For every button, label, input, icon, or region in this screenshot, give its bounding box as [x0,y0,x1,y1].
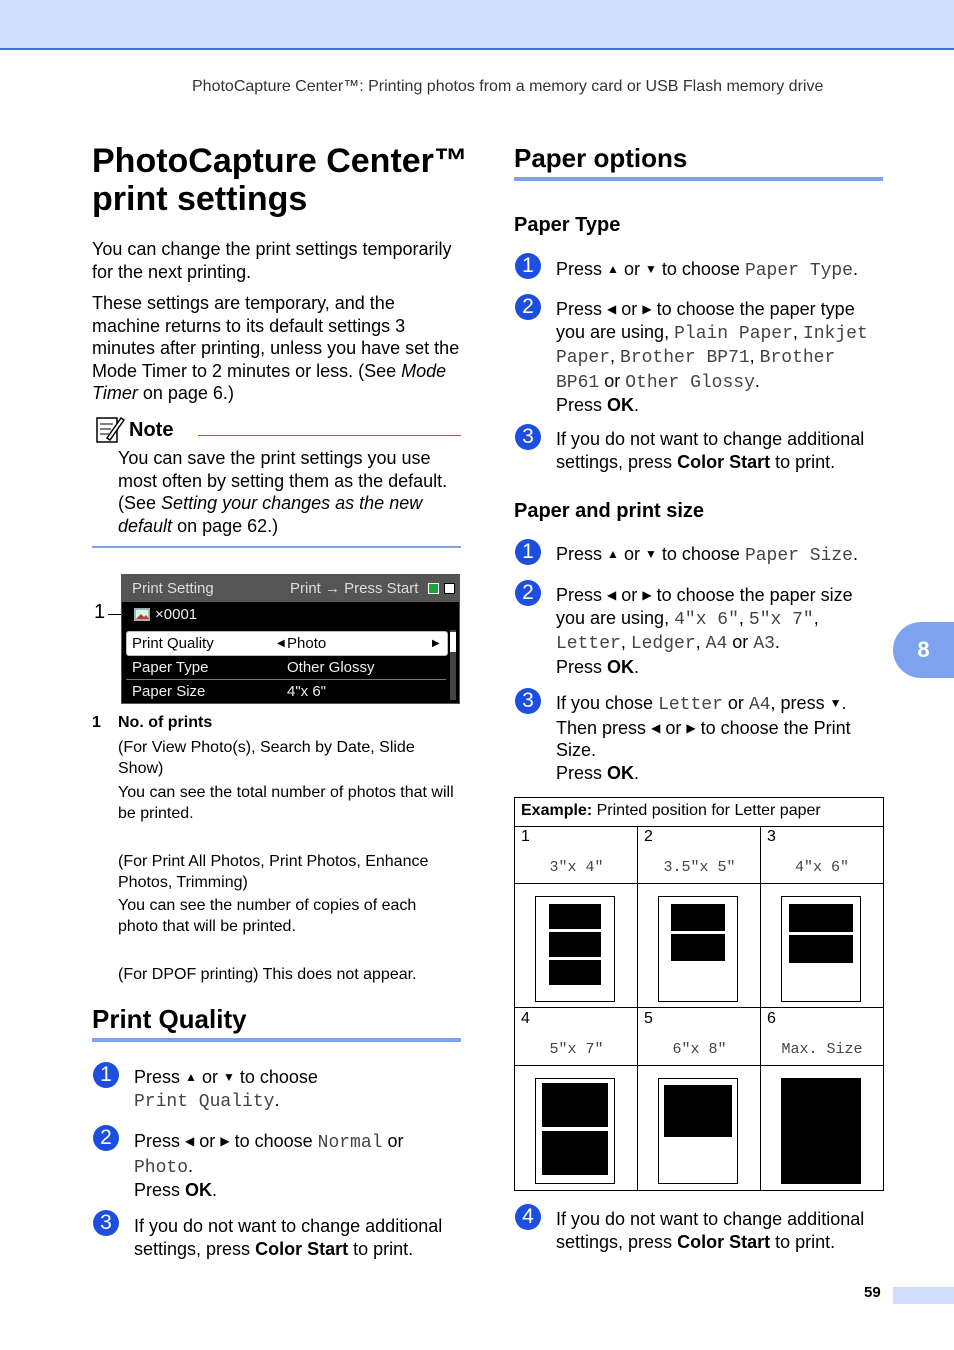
step-text: or [387,1131,404,1151]
step-bullet: 2 [515,294,541,320]
example-diagram-6 [761,1066,883,1190]
menu-code: Inkjet Paper [556,323,868,368]
note-text-2: on page 62.) [177,515,279,536]
step-text: to choose [661,259,740,279]
paper-sheet [781,896,861,1002]
paper-size-step-1 [556,543,886,568]
cell-number: 1 [521,828,530,845]
step-bullet: 1 [515,253,541,279]
paper-size-step-4 [556,1208,886,1253]
print-quality-rule [92,1038,461,1042]
page-number-bar [893,1287,954,1304]
print-block [542,1083,608,1127]
paper-type-heading: Paper Type [514,214,621,236]
step-text: Press [556,259,603,279]
lcd-row-label: Paper Type [132,659,209,676]
print-block [671,904,725,931]
menu-code: Print Quality [134,1091,275,1112]
lcd-header-hint: Print → Press Start [290,580,419,597]
right-arrow-icon: ▶ [642,302,652,316]
title-line-2: print settings [92,180,308,218]
note-label: Note [129,419,174,441]
lcd-photo-icon [134,608,150,621]
note-text [118,447,463,537]
example-table [514,797,884,1191]
step-bullet: 1 [515,539,541,565]
step-text: If you do not want to change additional settings, press [556,429,865,472]
step-text: Press [556,395,603,415]
lcd-callout-number: 1 [94,601,106,623]
print-block [671,934,725,961]
lcd-screen [121,574,460,704]
ok-key: OK [607,762,635,783]
step-bullet: 4 [515,1204,541,1230]
note-reference: Setting your changes as the new default [118,493,423,536]
ok-key: OK [607,656,635,677]
step-text: to print. [353,1238,414,1259]
step-bullet: 3 [93,1210,119,1236]
step-text: to choose [239,1067,318,1087]
step-text: , press [770,693,825,713]
example-diagram-5 [638,1066,761,1190]
callout-desc-p2: You can see the total number of photos that will be printed. [118,784,454,822]
lcd-white-indicator-icon [444,583,455,594]
paper-sheet [658,896,738,1002]
paper-type-step-2: Press ◀ or ▶ to choose the paper type you are using, Plain Paper, Inkjet Paper, Brother BP71, Brother BP61 or Other Glossy. Press OK. [556,299,868,415]
up-arrow-icon: ▲ [607,262,619,276]
up-arrow-icon: ▲ [185,1070,197,1084]
lcd-green-indicator-icon [428,583,439,594]
print-quality-step-2 [134,1130,464,1202]
example-cell-4 [515,1008,638,1066]
title-line-1: PhotoCapture Center™ [92,142,468,180]
step-bullet: 1 [93,1062,119,1088]
paper-type-step-1 [556,258,886,283]
step-text: . [852,259,858,279]
example-diagram-2 [638,884,761,1008]
callout-desc-p3: (For Print All Photos, Print Photos, Enhance Photos, Trimming) [118,853,429,891]
example-cell-5 [638,1008,761,1066]
lcd-row-print-quality[interactable] [126,631,448,656]
step-bullet: 3 [515,688,541,714]
menu-code: Brother BP71 [620,348,750,368]
example-caption [515,798,883,827]
step-text: to choose the paper size you are using, [556,585,853,628]
menu-code: Ledger [630,634,696,654]
paper-options-rule [514,177,883,181]
lcd-right-arrow-icon: ▶ [432,638,440,649]
step-text: Press [134,1180,181,1200]
paper-size-step-3: If you chose Letter or A4, press ▼. Then press ◀ or ▶ to choose the Print Size. Press OK. [556,693,851,783]
example-cell-3 [761,826,883,884]
example-label: Example: [521,802,593,819]
down-arrow-icon: ▼ [644,262,657,276]
menu-code: Photo [134,1157,189,1178]
step-text: or [727,693,744,713]
paper-size-heading: Paper and print size [514,500,705,522]
step-text: If you chose [556,693,654,713]
callout-desc-p1: (For View Photo(s), Search by Date, Slide Show) [118,739,415,777]
menu-code: Letter [556,634,621,654]
page-title [92,142,472,218]
step-text: to print. [775,451,836,472]
right-arrow-icon: ▶ [686,720,696,735]
paper-options-heading: Paper options [514,143,688,173]
step-text: Press [134,1131,181,1151]
menu-code: Letter [658,695,723,715]
lcd-row-label: Paper Size [132,683,206,700]
step-bullet: 2 [93,1125,119,1151]
mode-timer-reference: Mode Timer [92,360,447,403]
step-text: . [188,1155,194,1176]
example-diagram-3 [761,884,883,1008]
step-text: or [621,585,638,605]
paper-type-step-3 [556,428,886,473]
ok-key: OK [607,395,635,415]
temp-text-1: These settings are temporary, and the machine returns to its default settings 3 minutes after printing, unless you have set the Mode Timer to 2 minutes or less. (See [92,293,460,381]
cell-size: 6"x 8" [672,1041,727,1058]
step-text: to choose [234,1131,313,1151]
color-start-key: Color Start [677,451,771,472]
step-bullet: 3 [515,424,541,450]
step-text: Press [134,1067,181,1087]
step-text: to print. [775,1231,836,1252]
step-text: to choose the paper type you are using, [556,299,855,342]
lcd-row-paper-size[interactable] [126,680,446,703]
cell-size: 3.5"x 5" [663,859,736,876]
step-text: to choose the Print Size. [556,717,851,760]
paper-sheet [658,1078,738,1184]
step-text: If you do not want to change additional settings, press [556,1209,865,1252]
example-cell-1 [515,826,638,884]
lcd-header [122,575,459,602]
cell-size: 4"x 6" [794,859,849,876]
note-bottom-rule [92,546,461,548]
callout-desc-number: 1 [92,714,101,731]
lcd-row-value: Photo [287,635,327,652]
step-text: Press [556,544,603,564]
step-text: . [274,1089,280,1110]
print-block [549,960,601,985]
lcd-scrollbar[interactable] [450,630,456,700]
menu-code: 4"x 6" [674,609,739,630]
note-text-1: You can save the print settings you use most often by setting them as the default. (See [118,448,448,513]
menu-code: A4 [705,634,728,654]
temporary-settings-paragraph [92,292,462,405]
ok-key: OK [185,1180,213,1200]
cell-number: 4 [521,1010,530,1027]
page-number: 59 [864,1284,881,1301]
print-block [664,1085,732,1137]
print-block [789,904,853,932]
right-arrow-icon: ▶ [642,588,652,602]
right-arrow-icon: ▶ [220,1134,230,1148]
print-quality-step-3 [134,1215,464,1260]
step-text: or [623,544,640,564]
menu-code: Other Glossy [625,372,755,393]
chapter-tab: 8 [893,622,954,678]
print-block [549,932,601,957]
callout-desc-heading: No. of prints [118,714,213,731]
left-arrow-icon: ◀ [185,1134,195,1148]
lcd-row-value: Other Glossy [287,659,375,676]
cell-number: 6 [767,1010,776,1027]
example-diagram-4 [515,1066,638,1190]
print-block [549,904,601,929]
menu-code: Paper Type [744,261,853,281]
paper-sheet-full-bleed [781,1078,861,1184]
callout-desc-p5: (For DPOF printing) This does not appear. [118,966,417,983]
step-text: If you do not want to change additional settings, press [134,1216,443,1259]
lcd-row-paper-type[interactable] [126,656,446,680]
step-text: or [604,370,621,391]
up-arrow-icon: ▲ [607,547,619,561]
step-text: or [623,259,640,279]
lcd-left-arrow-icon: ◀ [277,638,285,649]
step-bullet: 2 [515,580,541,606]
temp-text-2: on page 6.) [142,383,234,403]
paper-sheet [535,1078,615,1184]
example-cell-2 [638,826,761,884]
print-block [789,935,853,963]
paper-size-step-2: Press ◀ or ▶ to choose the paper size you are using, 4"x 6", 5"x 7", Letter, Ledger, A4 or A3. Press OK. [556,585,853,677]
menu-code: Brother BP61 [556,348,836,393]
menu-code: A3 [753,634,775,654]
menu-code: 5"x 7" [748,609,814,630]
menu-code: A4 [748,695,771,715]
cell-size: 5"x 7" [549,1041,604,1058]
left-arrow-icon: ◀ [651,720,661,735]
example-caption-text: Printed position for Letter paper [596,802,821,819]
intro-paragraph: You can change the print settings temporarily for the next printing. [92,239,452,282]
down-arrow-icon: ▼ [829,696,842,710]
step-text: Press [556,585,603,605]
lcd-print-count: ×0001 [155,606,198,623]
print-quality-step-1 [134,1066,464,1113]
menu-code: Paper Size [744,546,853,566]
color-start-key: Color Start [677,1231,771,1252]
step-text: or [201,1067,218,1087]
callout-desc-p4: You can see the number of copies of each photo that will be printed. [118,897,417,935]
step-text: or [621,299,638,319]
step-text: to choose [661,544,740,564]
step-text: . [852,544,858,564]
color-start-key: Color Start [255,1238,349,1259]
cell-number: 2 [644,828,653,845]
lcd-header-title: Print Setting [132,580,214,597]
step-text: or [199,1131,216,1151]
step-text: or [732,632,749,652]
step-text: or [665,717,682,738]
step-text: Then press [556,717,647,738]
cell-size: Max. Size [781,1041,863,1058]
down-arrow-icon: ▼ [644,547,657,561]
step-text: Press [556,299,603,319]
left-arrow-icon: ◀ [607,302,617,316]
lcd-scrollbar-thumb[interactable] [450,632,456,652]
step-text: Press [556,762,603,783]
step-text: Press [556,656,603,677]
step-text: . [212,1180,218,1200]
cell-size: 3"x 4" [549,859,604,876]
down-arrow-icon: ▼ [222,1070,235,1084]
menu-code: Plain Paper [674,323,793,344]
cell-number: 5 [644,1010,653,1027]
note-rule [198,435,461,436]
example-diagram-1 [515,884,638,1008]
paper-sheet [535,896,615,1002]
cell-number: 3 [767,828,776,845]
lcd-row-value: 4"x 6" [287,683,327,700]
menu-code: Normal [317,1133,383,1153]
lcd-row-label: Print Quality [132,635,214,652]
top-banner [0,0,954,50]
example-cell-6 [761,1008,883,1066]
print-block [542,1131,608,1175]
running-head: PhotoCapture Center™: Printing photos from a memory card or USB Flash memory drive [192,78,824,95]
print-quality-heading: Print Quality [92,1004,247,1034]
left-arrow-icon: ◀ [607,588,617,602]
note-pencil-icon [95,414,125,444]
